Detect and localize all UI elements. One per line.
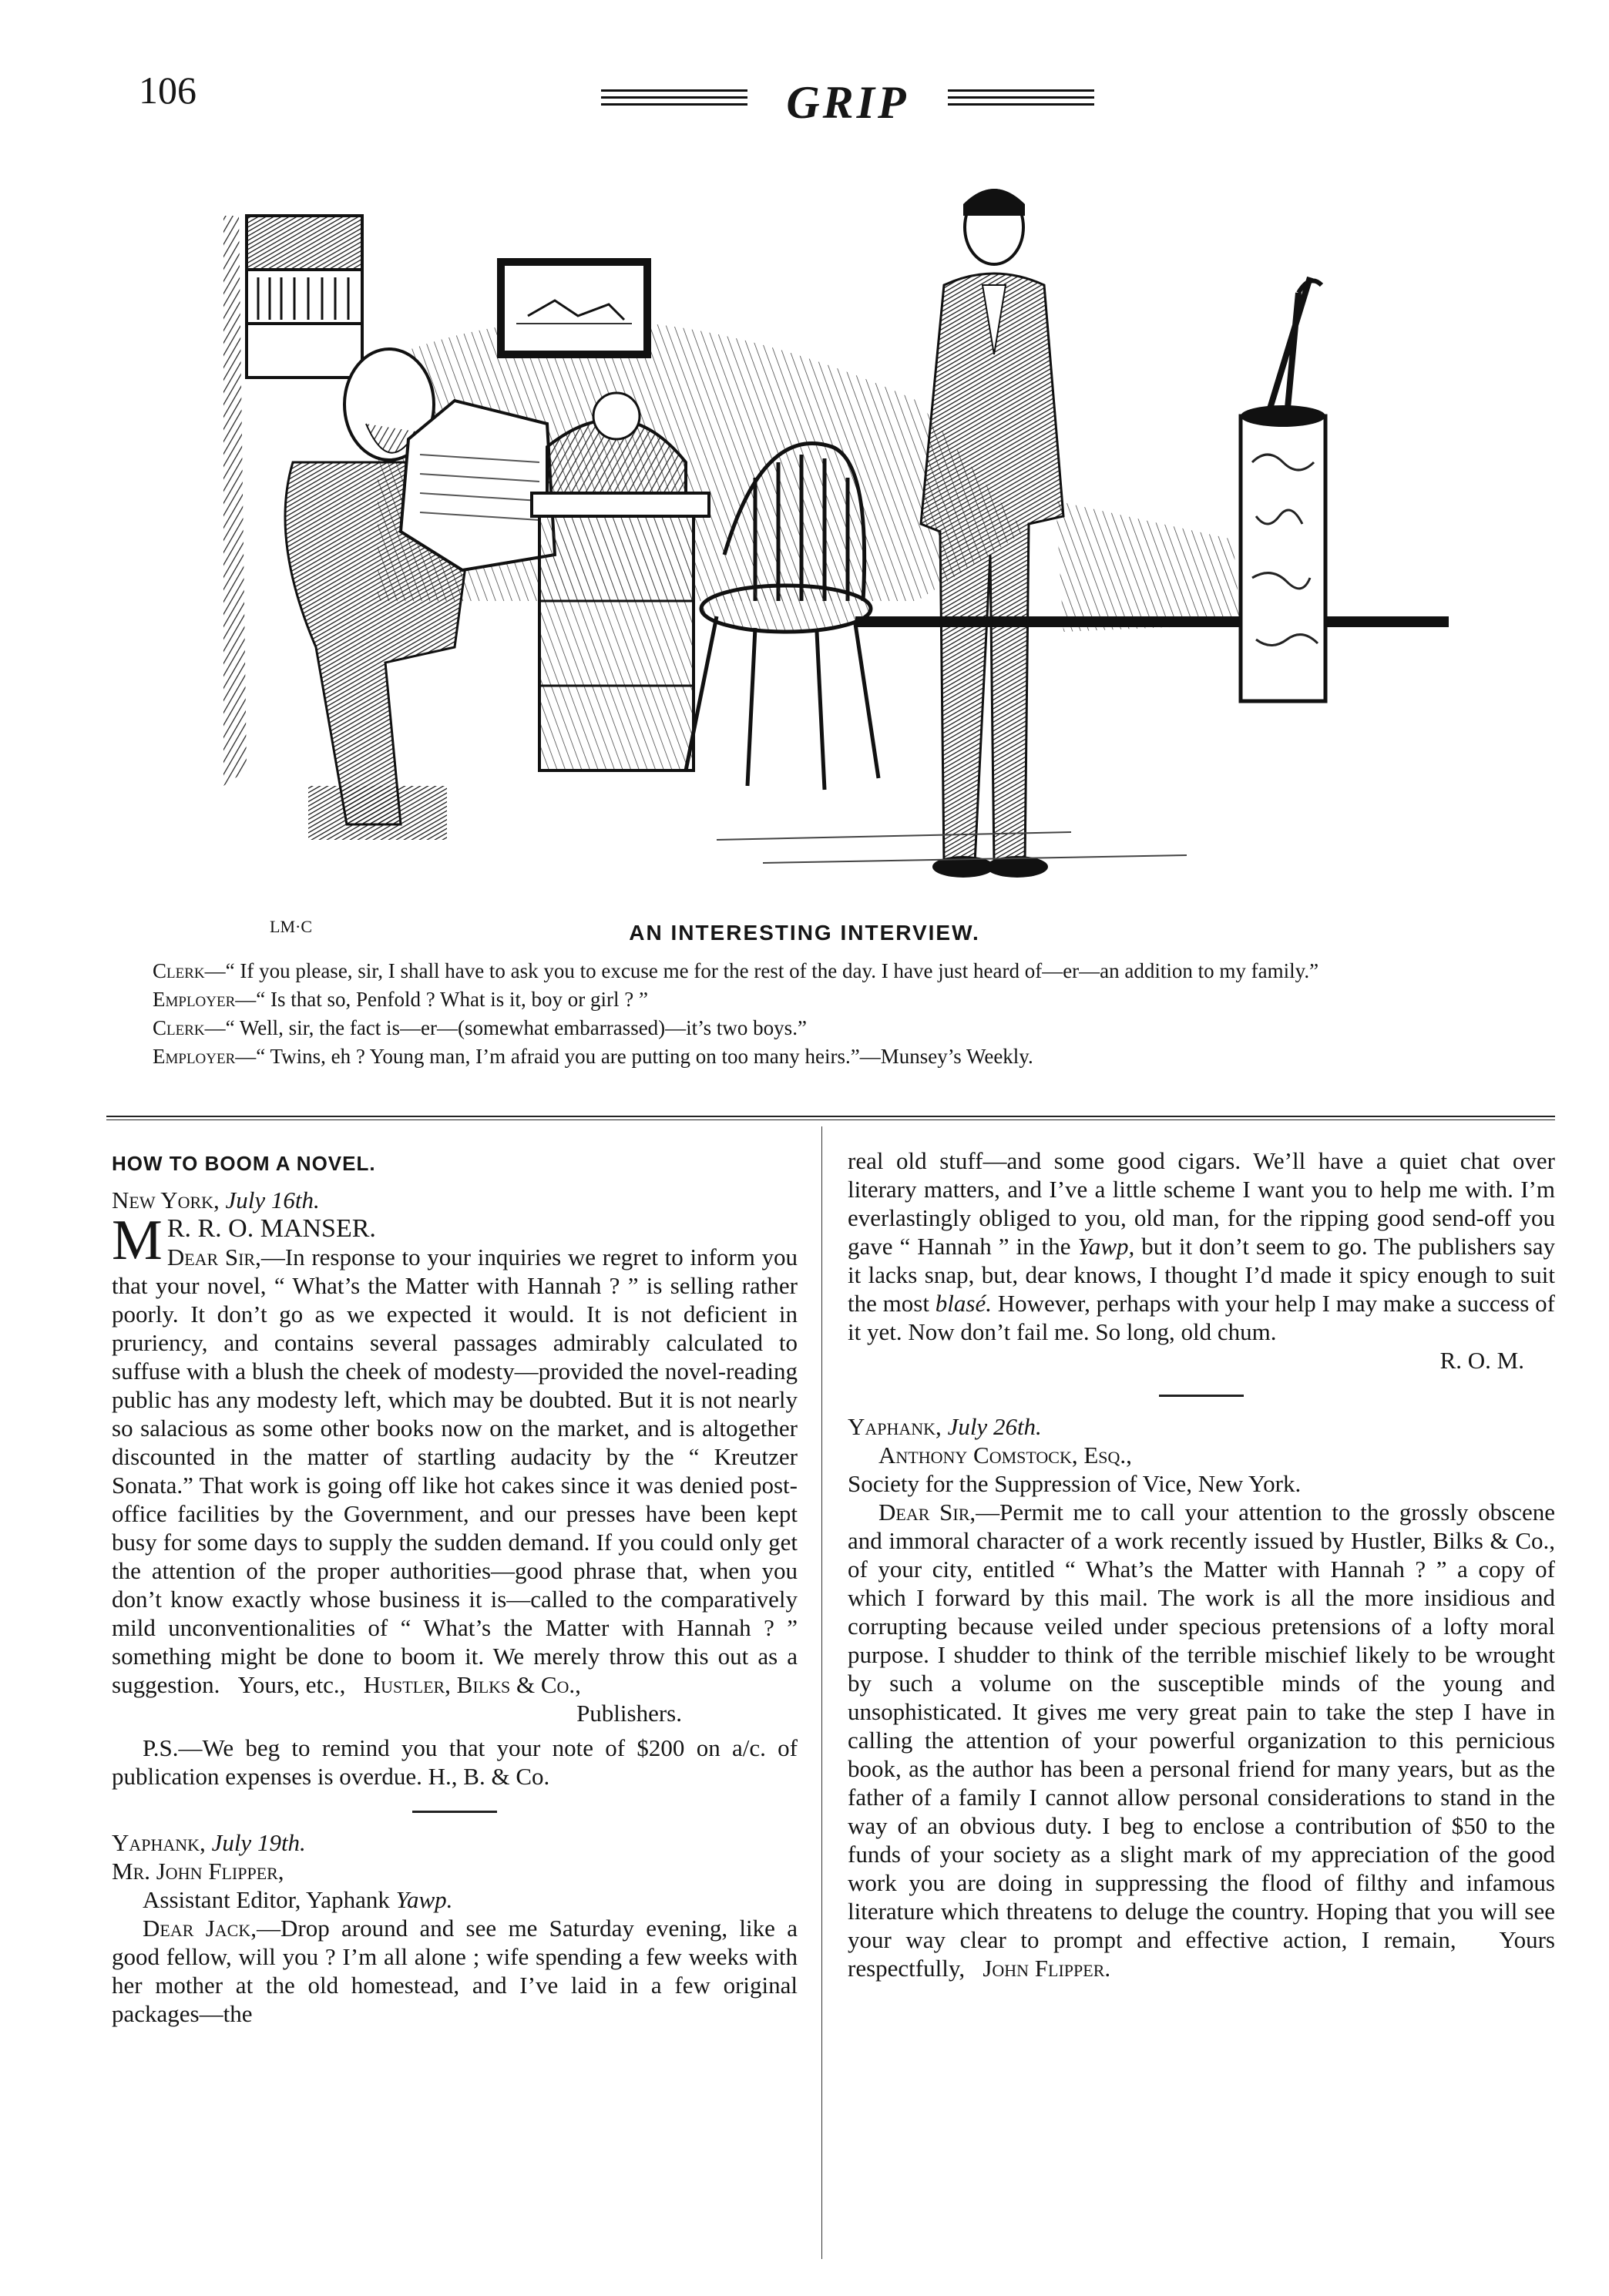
article-column-left	[112, 1146, 798, 2028]
letter-separator-2	[1159, 1395, 1244, 1397]
column-divider	[821, 1126, 822, 2259]
umbrella-stand	[1241, 277, 1325, 701]
letter1-signature-title: Publishers.	[576, 1700, 682, 1727]
masthead-right-rule	[948, 89, 1094, 112]
illustrator-signature: LM·C	[270, 917, 312, 936]
letter1-recipient: M R. R. O. MANSER.	[112, 1209, 376, 1272]
letter3-recipient: Anthony Comstock, Esq.,	[878, 1442, 1132, 1469]
letter3-recipient-org: Society for the Suppression of Vice, New York.	[848, 1470, 1302, 1497]
letter1-dateline: New York, July 16th.	[112, 1187, 320, 1213]
standing-clerk	[921, 189, 1063, 878]
cartoon-illustration	[223, 170, 1449, 940]
letter2-recipient: Mr. John Flipper,	[112, 1858, 284, 1885]
cartoon-drawing	[223, 170, 1449, 940]
letter2-dateline: Yaphank, July 19th.	[112, 1829, 306, 1856]
letter3-body: Dear Sir,—Permit me to call your attention to the grossly obscene and immoral character of a work recently issued by Hustler, Bilks & Co., of your city, entitled “ What’s the Matter with Hannah ? ” a copy of which I forward by this mail. The work is all the more insidious and corrupting because veiled under specious pretensions of a lofty moral purpose. I shudder to think of the terrible mischief likely to be wrought by such a volume on the susceptible minds of the young and unsophisticated. It gives me very great pain to take the step I have in calling the attention of your powerful organization to this pernicious book, as the author has been a personal friend for many years, but as the father of a family I cannot allow personal considerations to stand in the way of an obvious duty. I beg to enclose a contribution of $50 to the funds of your society as a slight mark of my appreciation of the good work you are doing in suppressing the flood of filthy and infamous literature which threatens to deluge the country. Hoping that you will see your way clear to prompt and effective action, I remain, Yours respectfully, John Flipper.	[848, 1499, 1555, 1982]
letter2-body-part1: Dear Jack,—Drop around and see me Saturday evening, like a good fellow, will you ? I’m all alone ; wife spending a few weeks with her mother at the old homestead, and I’ve laid in a few original packages—the	[112, 1915, 798, 2027]
caption-line-2: Employer—“ Is that so, Penfold ? What is it, boy or girl ? ”	[153, 988, 648, 1011]
caption-line-4: Employer—“ Twins, eh ? Young man, I’m afraid you are putting on too many heirs.”—Munsey’s Weekly.	[153, 1045, 1033, 1068]
masthead-left-rule	[601, 89, 747, 112]
caption-line-1: Clerk—“ If you please, sir, I shall have to ask you to excuse me for the rest of the day. I have just heard of—er—an addition to my family.”	[153, 959, 1319, 982]
page-number: 106	[139, 69, 197, 112]
cartoon-title: AN INTERESTING INTERVIEW.	[629, 921, 980, 945]
letter2-body-part2: real old stuff—and some good cigars. We’ll have a quiet chat over literary matters, and I’ve a little scheme I want you to help me with. I’m everlastingly obliged to you, old man, for the ripping good send-off you gave “ Hannah ” in the Yawp, but it don’t seem to go. The publishers say it lacks snap, but, dear knows, I thought I’d made it spicy enough to suit the most blasé. However, perhaps with your help I may make a success of it yet. Now don’t fail me. So long, old chum.	[848, 1147, 1555, 1345]
masthead	[601, 77, 1094, 128]
letter3-dateline: Yaphank, July 26th.	[848, 1413, 1042, 1440]
floor-shadow	[1056, 501, 1241, 632]
letter1-postscript: P.S.—We beg to remind you that your note of $200 on a/c. of publication expenses is overdue. H., B. & Co.	[112, 1734, 798, 1790]
caption-line-3: Clerk—“ Well, sir, the fact is—er—(somewhat embarrassed)—it’s two boys.”	[153, 1016, 807, 1039]
wall-picture	[501, 262, 647, 354]
letter2-recipient-role: Assistant Editor, Yaphank Yawp.	[143, 1886, 453, 1913]
drop-cap: M	[112, 1209, 163, 1272]
section-divider-rule	[106, 1116, 1555, 1120]
letter1-body: Dear Sir,—In response to your inquiries we regret to inform you that your novel, “ What’s the Matter with Hannah ? ” is selling rather poorly. It don’t go as we expected it would. It is not deficient in pruriency, and contains several passages admirably calculated to suffuse with a blush the cheek of modesty—provided the novel-reading public has any modesty left, which may be doubted. But it is not nearly so salacious as some other books now on the market, and is altogether discounted in the matter of startling audacity by the “ Kreutzer Sonata.” That work is going off like hot cakes since it was denied post-office facilities by the Government, and our presses have been kept busy for some days to supply the sudden demand. If you could only get the attention of the proper authorities—good phrase that, when you don’t know exactly whose business it is—called to the comparatively mild unconventionalities of “ What’s the Matter with Hannah ? ” something might be done to boom it. We merely throw this out as a suggestion. Yours, etc., Hustler, Bilks & Co.,	[112, 1244, 798, 1698]
article-column-right	[848, 1146, 1555, 1982]
wall-shadow-left	[223, 216, 247, 786]
newspaper	[401, 401, 555, 570]
cartoon-caption	[106, 957, 1555, 1071]
letter-separator-1	[412, 1811, 497, 1813]
article-heading: HOW TO BOOM A NOVEL.	[112, 1152, 376, 1175]
masthead-title: GRIP	[786, 77, 909, 128]
bookshelf	[247, 216, 362, 378]
letter2-signature: R. O. M.	[1439, 1347, 1524, 1374]
